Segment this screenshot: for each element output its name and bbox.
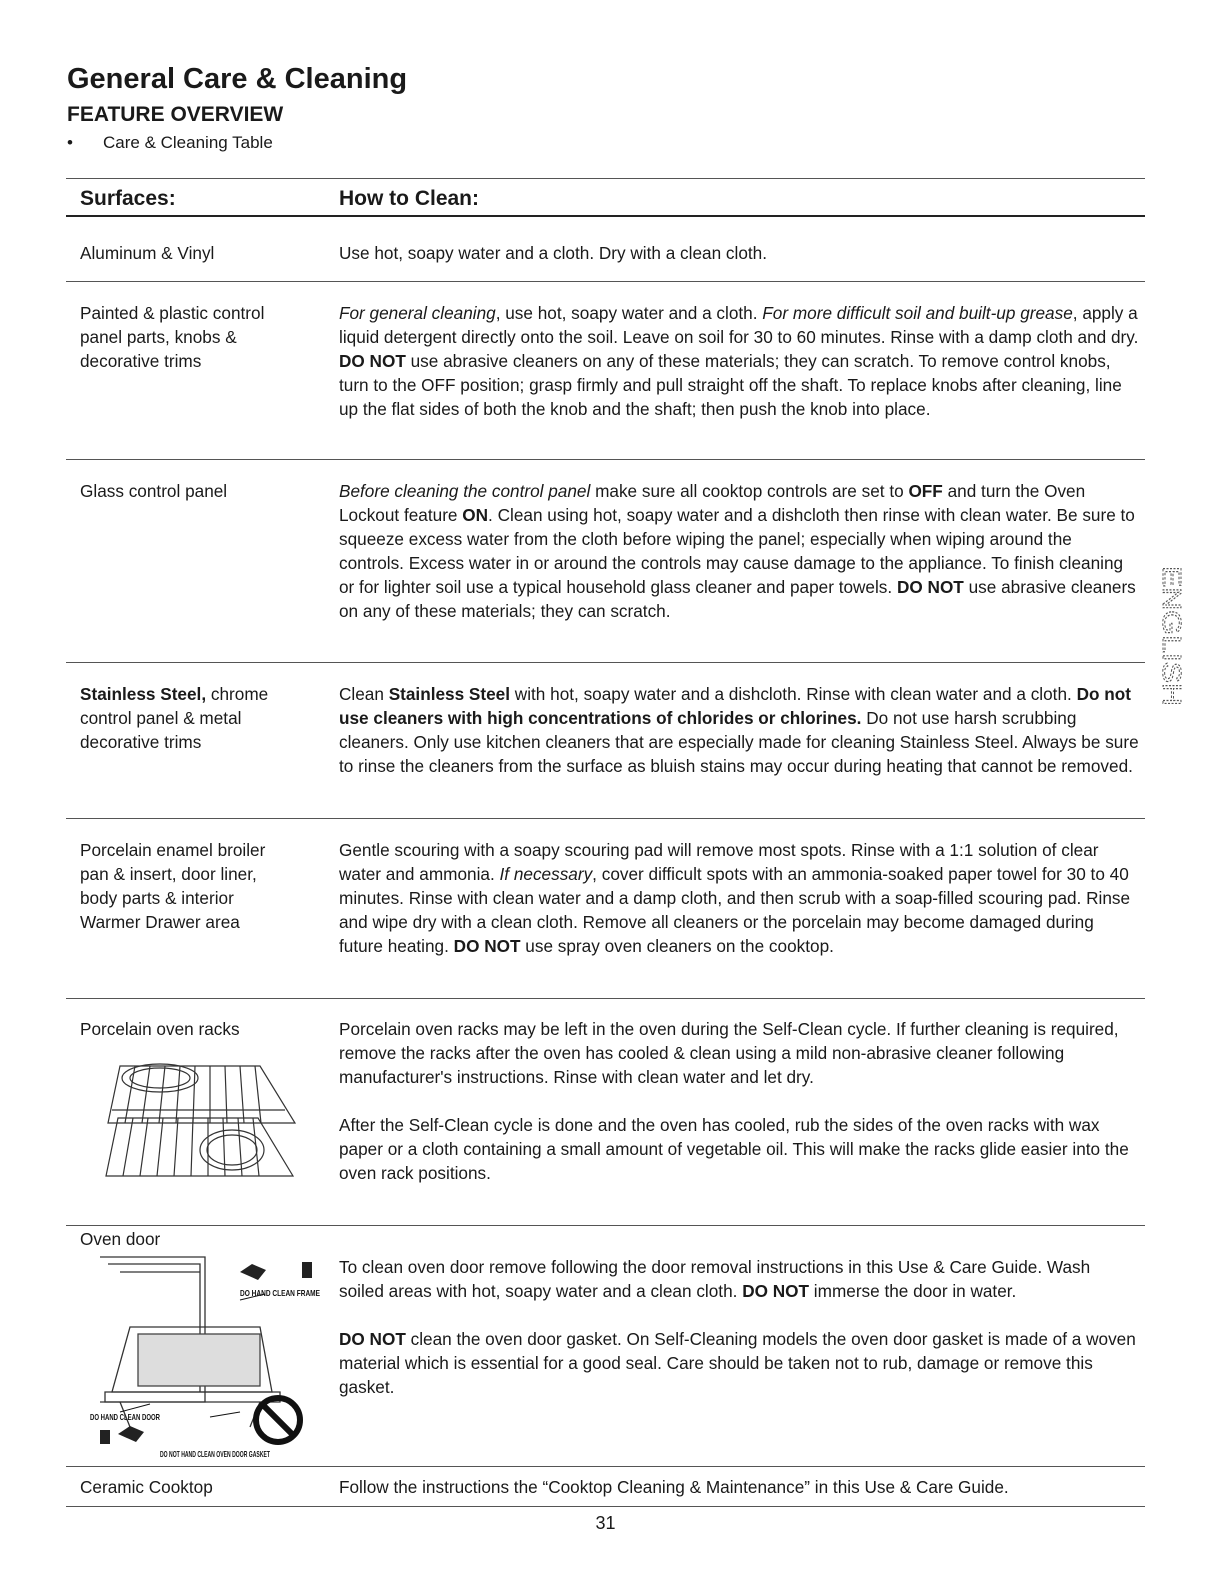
bold-text: DO NOT (742, 1281, 810, 1301)
gasket-label: DO NOT HAND CLEAN OVEN DOOR GASKET (160, 1449, 271, 1459)
row-surface (80, 1017, 315, 1041)
instruction-paragraph (339, 1113, 1139, 1185)
bold-text: DO NOT (339, 351, 406, 371)
surface-line: Porcelain oven racks (80, 1019, 240, 1039)
instruction-paragraph (339, 1475, 1139, 1499)
row-surface (80, 682, 315, 754)
oven-door-illustration (90, 1252, 320, 1462)
surface-line: Ceramic Cooktop (80, 1477, 213, 1497)
surface-line: panel parts, knobs & (80, 327, 237, 347)
italic-text: If necessary (499, 864, 593, 884)
page-number: 31 (595, 1513, 616, 1533)
frame-label: DO HAND CLEAN FRAME (240, 1288, 321, 1298)
surface-line: Aluminum & Vinyl (80, 243, 215, 263)
row-divider (66, 662, 1145, 663)
row-divider (66, 818, 1145, 819)
bullet-marker: • (67, 133, 73, 152)
surface-line: Warmer Drawer area (80, 912, 240, 932)
section-subtitle: FEATURE OVERVIEW (67, 103, 284, 126)
row-divider (66, 1225, 1145, 1226)
text-run: make sure all cooktop controls are set to (590, 481, 909, 501)
text-run: chrome control panel & metal decorative trims (80, 684, 269, 752)
row-surface (80, 301, 315, 373)
instruction-paragraph (339, 1255, 1139, 1303)
row-how-to-clean (339, 241, 1139, 265)
text-run: . Clean using hot, soapy water and a dishcloth then rinse with clean water. Be sure to squeeze excess water from the cloth before wiping the panel; especially when wiping around the controls. Excess water in or around the controls may cause damage to the appliance. To finish cleaning or for lighter soil use a typical household glass cleaner and paper towels. (339, 505, 1135, 597)
text-run: Use hot, soapy water and a cloth. Dry with a clean cloth. (339, 243, 767, 263)
row-surface (80, 838, 315, 934)
row-surface (80, 1475, 315, 1499)
instruction-paragraph (339, 479, 1139, 623)
row-how-to-clean (339, 682, 1139, 778)
surface-line: body parts & interior (80, 888, 234, 908)
feature-bullet (67, 132, 273, 154)
row-how-to-clean (339, 1255, 1139, 1399)
surface-line: Oven door (80, 1229, 161, 1249)
row-divider (66, 281, 1145, 282)
row-how-to-clean (339, 838, 1139, 958)
text-run: Do not use harsh scrubbing cleaners. Only use kitchen cleaners that are especially made for cleaning Stainless Steel. Always be sure to rinse the cleaners from the surface as bluish stains may occur during heating that cannot be removed. (339, 708, 1139, 776)
bold-text: Stainless Steel (388, 684, 511, 704)
row-surface (80, 241, 315, 265)
row-how-to-clean (339, 301, 1139, 421)
text-run: use abrasive cleaners on any of these materials; they can scratch. (339, 577, 1136, 621)
bold-text: Do not use cleaners with high concentrations of chlorides or chlorines. (339, 684, 1131, 728)
instruction-paragraph (339, 301, 1139, 421)
text-run: Porcelain oven racks may be left in the oven during the Self-Clean cycle. If further cleaning is required, remove the racks after the oven has cooled & clean using a mild non-abrasive cleaner following manufacturer's instructions. Rinse with clean water and let dry. (339, 1019, 1119, 1087)
no-symbol-icon (256, 1398, 300, 1442)
bold-text: OFF (908, 481, 943, 501)
instruction-paragraph (339, 1327, 1139, 1399)
text-run: with hot, soapy water and a dishcloth. Rinse with clean water and a cloth. (510, 684, 1077, 704)
text-run: , use hot, soapy water and a cloth. (495, 303, 763, 323)
instruction-paragraph (339, 1017, 1139, 1089)
table-top-rule (66, 178, 1145, 179)
row-how-to-clean (339, 1017, 1139, 1185)
italic-text: For more difficult soil and built-up grease (762, 303, 1073, 323)
bold-text: DO NOT (339, 1329, 406, 1349)
italic-text: Before cleaning the control panel (339, 481, 591, 501)
text-run: , apply a liquid detergent directly onto the soil. Leave on soil for 30 to 60 minutes. Rinse with a damp cloth and dry. (339, 303, 1139, 347)
row-divider (66, 998, 1145, 999)
text-run: Gentle scouring with a soapy scouring pad will remove most spots. Rinse with a 1:1 solution of clear water and ammonia. (339, 840, 1099, 884)
header-rule (66, 215, 1145, 217)
bold-text: DO NOT (453, 936, 521, 956)
row-surface (80, 1227, 315, 1251)
door-label: DO HAND CLEAN DOOR (90, 1412, 160, 1422)
row-surface (80, 479, 315, 503)
surface-line: Porcelain enamel broiler (80, 840, 266, 860)
text-run: clean the oven door gasket. On Self-Cleaning models the oven door gasket is made of a woven material which is essential for a good seal. Care should be taken not to rub, damage or remove this gasket. (339, 1329, 1136, 1397)
table-bottom-rule (66, 1506, 1145, 1507)
row-divider (66, 459, 1145, 460)
language-side-tab (1150, 560, 1190, 720)
text-run: , cover difficult spots with an ammonia-soaked paper towel for 30 to 40 minutes. Rinse with clean water and a damp cloth, and then scrub with a soap-filled scouring pad. Rinse and wipe dry with a clean cloth. Remove all cleaners or the porcelain may become damaged during future heating. (339, 864, 1131, 956)
bold-text: ON (462, 505, 489, 525)
text-run: and turn the Oven Lockout feature (339, 481, 1086, 525)
text-run: Clean (339, 684, 389, 704)
bold-text: DO NOT (896, 577, 964, 597)
text-run: immerse the door in water. (809, 1281, 1017, 1301)
surface-line: decorative trims (80, 351, 202, 371)
oven-racks-illustration (90, 1048, 320, 1178)
surface-line: pan & insert, door liner, (80, 864, 257, 884)
header-surfaces: Surfaces: (80, 187, 176, 210)
instruction-paragraph (339, 241, 1139, 265)
instruction-paragraph (339, 682, 1139, 778)
header-how-to-clean: How to Clean: (339, 187, 479, 210)
page-title: General Care & Cleaning (67, 63, 408, 95)
text-run: To clean oven door remove following the door removal instructions in this Use & Care Guide. Wash soiled areas with hot, soapy water and a clean cloth. (339, 1257, 1091, 1301)
bold-text: Stainless Steel, (80, 684, 207, 704)
text-run: use abrasive cleaners on any of these materials; they can scratch. To remove control knobs, turn to the OFF position; grasp firmly and pull straight off the shaft. To replace knobs after cleaning, line up the flat sides of both the knob and the shaft; then push the knob into place. (339, 351, 1122, 419)
row-how-to-clean (339, 479, 1139, 623)
text-run: Follow the instructions the “Cooktop Cleaning & Maintenance” in this Use & Care Guide. (339, 1477, 1009, 1497)
italic-text: For general cleaning (339, 303, 496, 323)
row-divider (66, 1466, 1145, 1467)
surface-line: Painted & plastic control (80, 303, 265, 323)
row-how-to-clean (339, 1475, 1139, 1499)
instruction-paragraph (339, 838, 1139, 958)
bullet-text: Care & Cleaning Table (103, 133, 273, 152)
surface-line: Glass control panel (80, 481, 228, 501)
text-run: use spray oven cleaners on the cooktop. (520, 936, 834, 956)
side-tab-text: ENGLISH (1157, 566, 1187, 681)
text-run: After the Self-Clean cycle is done and the oven has cooled, rub the sides of the oven racks with wax paper or a cloth containing a small amount of vegetable oil. This will make the racks glide easier into the oven rack positions. (339, 1115, 1129, 1183)
